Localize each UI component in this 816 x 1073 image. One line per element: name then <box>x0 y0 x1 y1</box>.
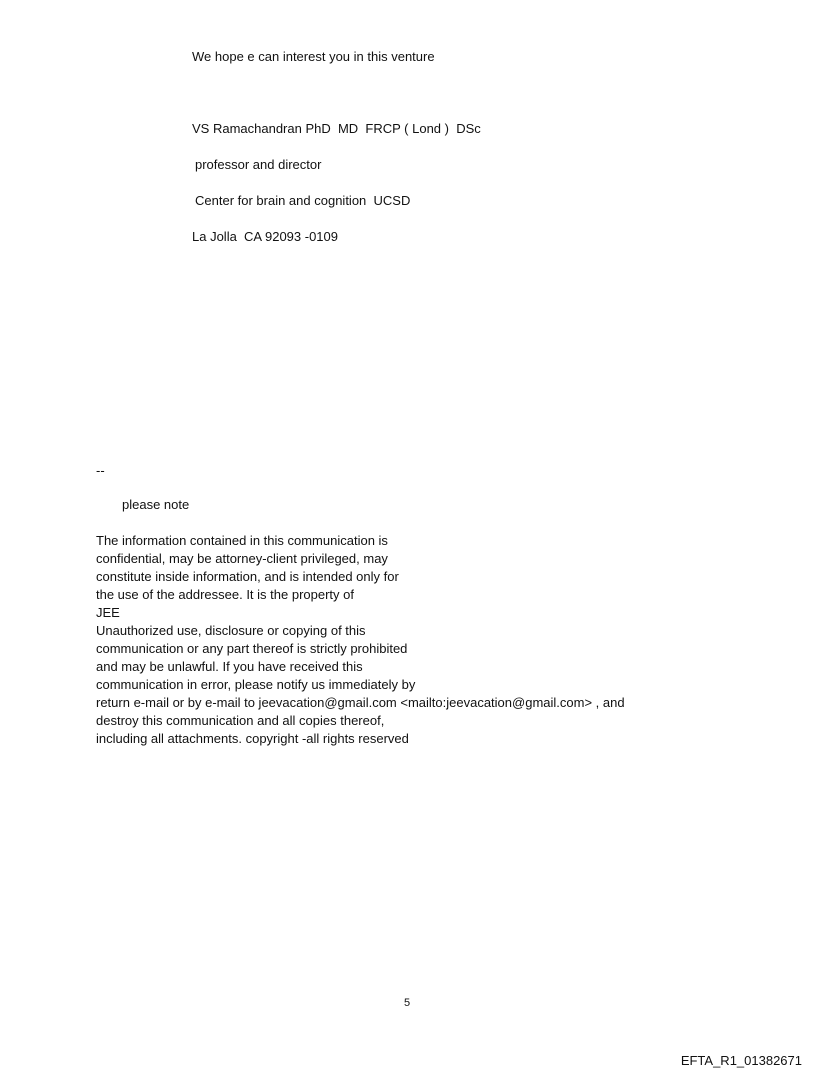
signature-organization: Center for brain and cognition UCSD <box>195 193 411 208</box>
note-heading: please note <box>122 497 190 512</box>
disclaimer-line: JEE <box>96 605 120 620</box>
disclaimer-line: destroy this communication and all copies thereof, <box>96 713 385 728</box>
disclaimer-line: return e-mail or by e-mail to jeevacation@gmail.com <mailto:jeevacation@gmail.com> , and <box>96 695 625 710</box>
document-id: EFTA_R1_01382671 <box>680 1053 802 1068</box>
signature-title: professor and director <box>195 157 322 172</box>
confidentiality-disclaimer <box>96 532 625 748</box>
disclaimer-line: and may be unlawful. If you have received this <box>96 659 363 674</box>
disclaimer-line: the use of the addressee. It is the property of <box>96 587 354 602</box>
disclaimer-line: confidential, may be attorney-client privileged, may <box>96 551 388 566</box>
signature-address: La Jolla CA 92093 -0109 <box>192 229 338 244</box>
disclaimer-line: constitute inside information, and is intended only for <box>96 569 399 584</box>
disclaimer-line: The information contained in this communication is <box>96 533 388 548</box>
signature-name: VS Ramachandran PhD MD FRCP ( Lond ) DSc <box>192 121 481 136</box>
closing-line: We hope e can interest you in this venture <box>192 49 435 64</box>
disclaimer-line: including all attachments. copyright -all rights reserved <box>96 731 409 746</box>
email-separator: -- <box>96 463 105 478</box>
disclaimer-line: Unauthorized use, disclosure or copying of this <box>96 623 366 638</box>
disclaimer-line: communication or any part thereof is strictly prohibited <box>96 641 408 656</box>
disclaimer-line: communication in error, please notify us immediately by <box>96 677 416 692</box>
page-number: 5 <box>404 997 411 1009</box>
